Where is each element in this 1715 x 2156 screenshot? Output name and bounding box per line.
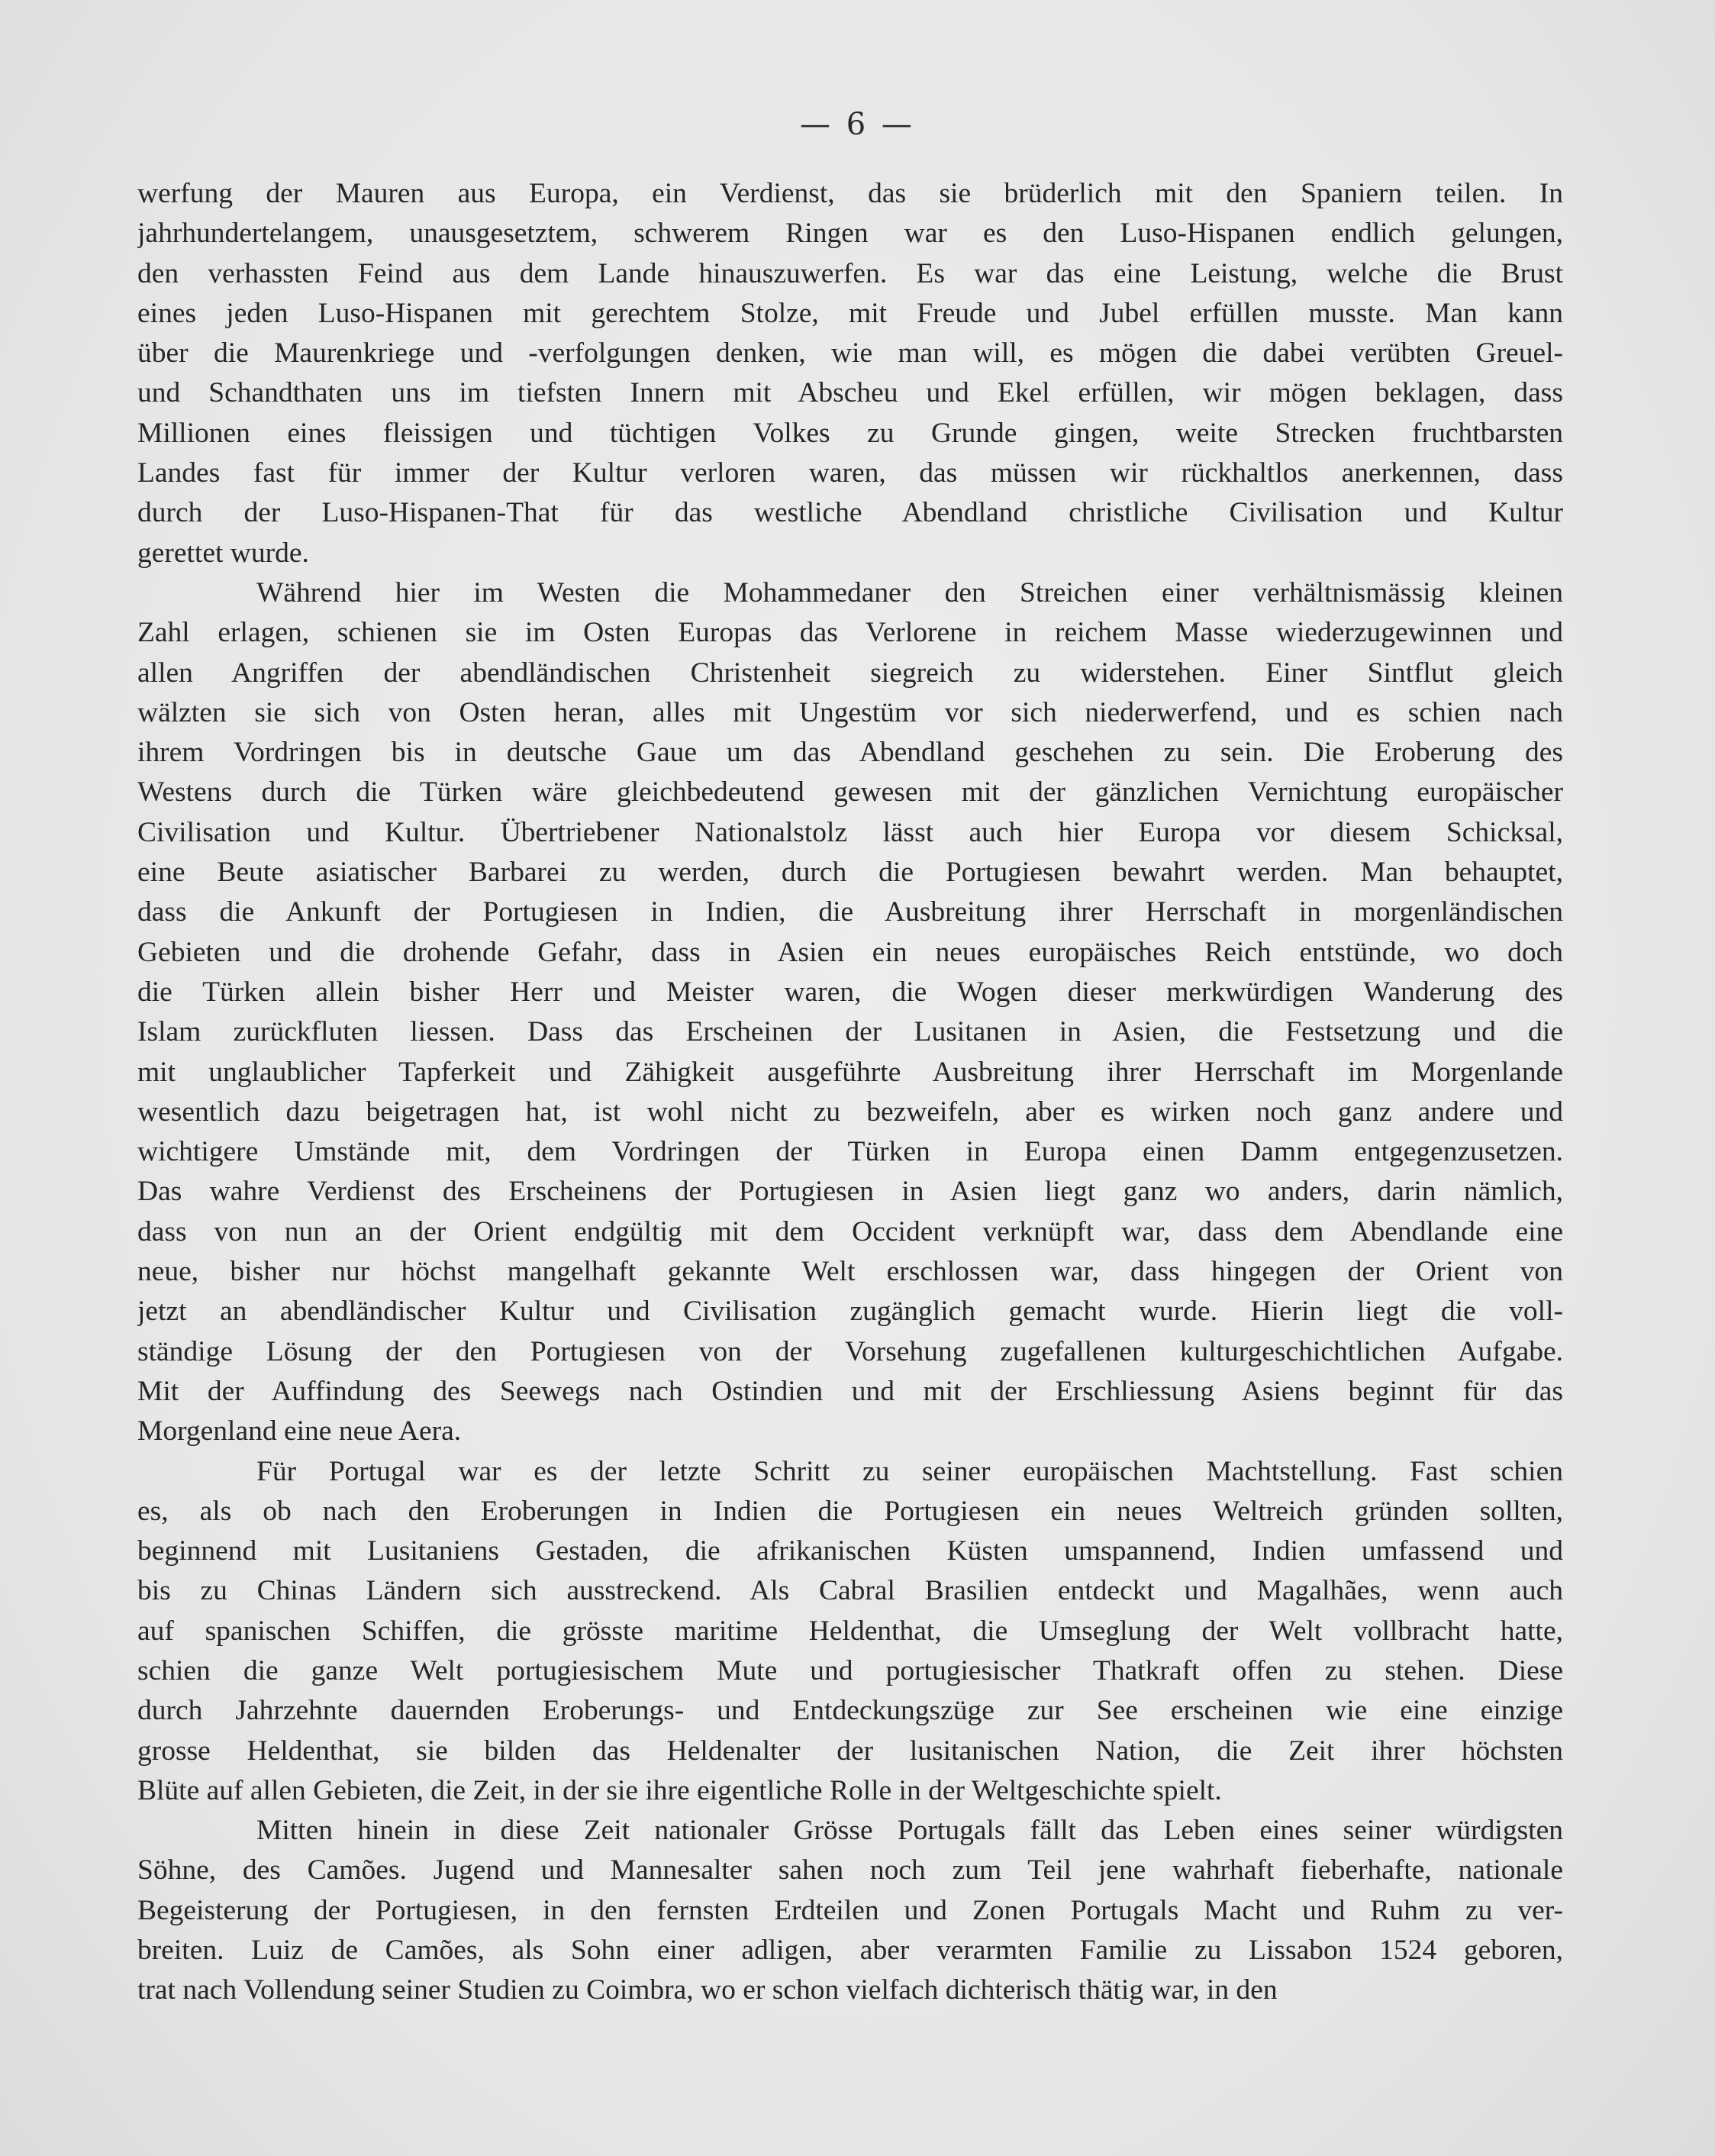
text-line: dass von nun an der Orient endgültig mit dem Occident verknüpft war, dass dem Abendlande eine (137, 1215, 1563, 1247)
text-line: jahrhundertelangem, unausgesetztem, schwerem Ringen war es den Luso-Hispanen endlich gelungen, (137, 218, 1563, 250)
text-line: schien die ganze Welt portugiesischem Mute und portugiesischer Thatkraft offen zu stehen. Diese (137, 1654, 1563, 1686)
page-number: — 6 — (800, 107, 915, 142)
text-line: ihrem Vordringen bis in deutsche Gaue um das Abendland geschehen zu sein. Die Eroberung des (137, 737, 1563, 769)
text-line: mit unglaublicher Tapferkeit und Zähigkeit ausgeführte Ausbreitung ihrer Herrschaft im Morgenlande (137, 1056, 1563, 1088)
text-line: Morgenland eine neue Aera. (137, 1415, 462, 1448)
text-line: Während hier im Westen die Mohammedaner den Streichen einer verhältnismässig kleinen (256, 576, 1563, 608)
text-line: eine Beute asiatischer Barbarei zu werden, durch die Portugiesen bewahrt werden. Man behauptet, (137, 857, 1563, 889)
text-line: Islam zurückfluten liessen. Dass das Erscheinen der Lusitanen in Asien, die Festsetzung und die (137, 1016, 1563, 1048)
text-line: dass die Ankunft der Portugiesen in Indien, die Ausbreitung ihrer Herrschaft in morgenländischen (137, 896, 1563, 928)
text-line: wichtigere Umstände mit, dem Vordringen der Türken in Europa einen Damm entgegenzusetzen. (137, 1136, 1563, 1168)
body-text (137, 174, 1563, 2011)
text-line: bis zu Chinas Ländern sich ausstreckend. Als Cabral Brasilien entdeckt und Magalhães, wenn auch (137, 1575, 1563, 1607)
text-line: eines jeden Luso-Hispanen mit gerechtem Stolze, mit Freude und Jubel erfüllen musste. Man kann (137, 297, 1563, 329)
text-line: breiten. Luiz de Camões, als Sohn einer adligen, aber verarmten Familie zu Lissabon 1524 geboren, (137, 1935, 1563, 1967)
text-line: Civilisation und Kultur. Übertriebener Nationalstolz lässt auch hier Europa vor diesem Schicksal, (137, 816, 1563, 848)
text-line: Das wahre Verdienst des Erscheinens der Portugiesen in Asien liegt ganz wo anders, darin nämlich, (137, 1176, 1563, 1208)
text-line: jetzt an abendländischer Kultur und Civilisation zugänglich gemacht wurde. Hierin liegt die voll- (137, 1296, 1563, 1328)
text-line: werfung der Mauren aus Europa, ein Verdienst, das sie brüderlich mit den Spaniern teilen. In (137, 178, 1563, 209)
paragraph (137, 1452, 1563, 1812)
text-line: Mit der Auffindung des Seewegs nach Ostindien und mit der Erschliessung Asiens beginnt für das (137, 1375, 1563, 1407)
text-line: Gebieten und die drohende Gefahr, dass in Asien ein neues europäisches Reich entstünde, wo doch (137, 936, 1563, 968)
text-line: Westens durch die Türken wäre gleichbedeutend gewesen mit der gänzlichen Vernichtung europäischer (137, 776, 1563, 808)
text-line: ständige Lösung der den Portugiesen von der Vorsehung zugefallenen kulturgeschichtlichen Aufgabe. (137, 1335, 1563, 1367)
text-line: grosse Heldenthat, sie bilden das Heldenalter der lusitanischen Nation, die Zeit ihrer höchsten (137, 1735, 1563, 1767)
text-line: und Schandthaten uns im tiefsten Innern mit Abscheu und Ekel erfüllen, wir mögen beklagen, dass (137, 377, 1563, 409)
text-line: allen Angriffen der abendländischen Christenheit siegreich zu widerstehen. Einer Sintflut gleich (137, 657, 1563, 689)
text-line: es, als ob nach den Eroberungen in Indien die Portugiesen ein neues Weltreich gründen sollten, (137, 1495, 1563, 1527)
paragraph (137, 573, 1563, 1452)
text-line: trat nach Vollendung seiner Studien zu Coimbra, wo er schon vielfach dichterisch thätig war, in den (137, 1974, 1278, 2006)
text-line: neue, bisher nur höchst mangelhaft gekannte Welt erschlossen war, dass hingegen der Orient von (137, 1256, 1563, 1288)
text-line: Millionen eines fleissigen und tüchtigen Volkes zu Grunde gingen, weite Strecken fruchtbarsten (137, 417, 1563, 449)
text-line: durch Jahrzehnte dauernden Eroberungs- und Entdeckungszüge zur See erscheinen wie eine einzige (137, 1695, 1563, 1727)
text-line: über die Maurenkriege und -verfolgungen denken, wie man will, es mögen die dabei verübten Greuel- (137, 337, 1563, 370)
text-line: wälzten sie sich von Osten heran, alles mit Ungestüm vor sich niederwerfend, und es schien nach (137, 696, 1563, 728)
text-line: gerettet wurde. (137, 537, 309, 569)
text-line: Söhne, des Camões. Jugend und Mannesalter sahen noch zum Teil jene wahrhaft fieberhafte, nationale (137, 1854, 1563, 1886)
text-line: auf spanischen Schiffen, die grösste maritime Heldenthat, die Umseglung der Welt vollbracht hatte, (137, 1615, 1563, 1647)
text-line: Landes fast für immer der Kultur verloren waren, das müssen wir rückhaltlos anerkennen, dass (137, 457, 1563, 489)
text-line: wesentlich dazu beigetragen hat, ist wohl nicht zu bezweifeln, aber es wirken noch ganz andere und (137, 1096, 1563, 1128)
text-line: beginnend mit Lusitaniens Gestaden, die afrikanischen Küsten umspannend, Indien umfassend und (137, 1535, 1563, 1567)
text-line: den verhassten Feind aus dem Lande hinauszuwerfen. Es war das eine Leistung, welche die Brust (137, 257, 1563, 289)
text-line: durch der Luso-Hispanen-That für das westliche Abendland christliche Civilisation und Kultur (137, 497, 1563, 529)
text-line: Blüte auf allen Gebieten, die Zeit, in der sie ihre eigentliche Rolle in der Weltgeschichte spielt. (137, 1774, 1222, 1806)
text-line: Für Portugal war es der letzte Schritt zu seiner europäischen Machtstellung. Fast schien (256, 1455, 1563, 1487)
text-line: Mitten hinein in diese Zeit nationaler Grösse Portugals fällt das Leben eines seiner würdigsten (256, 1815, 1563, 1847)
paragraph (137, 174, 1563, 573)
text-line: die Türken allein bisher Herr und Meister waren, die Wogen dieser merkwürdigen Wanderung des (137, 976, 1563, 1008)
text-line: Zahl erlagen, schienen sie im Osten Europas das Verlorene in reichem Masse wiederzugewinnen und (137, 617, 1563, 649)
text-line: Begeisterung der Portugiesen, in den fernsten Erdteilen und Zonen Portugals Macht und Ruhm zu ver- (137, 1894, 1563, 1926)
paragraph (137, 1811, 1563, 2010)
